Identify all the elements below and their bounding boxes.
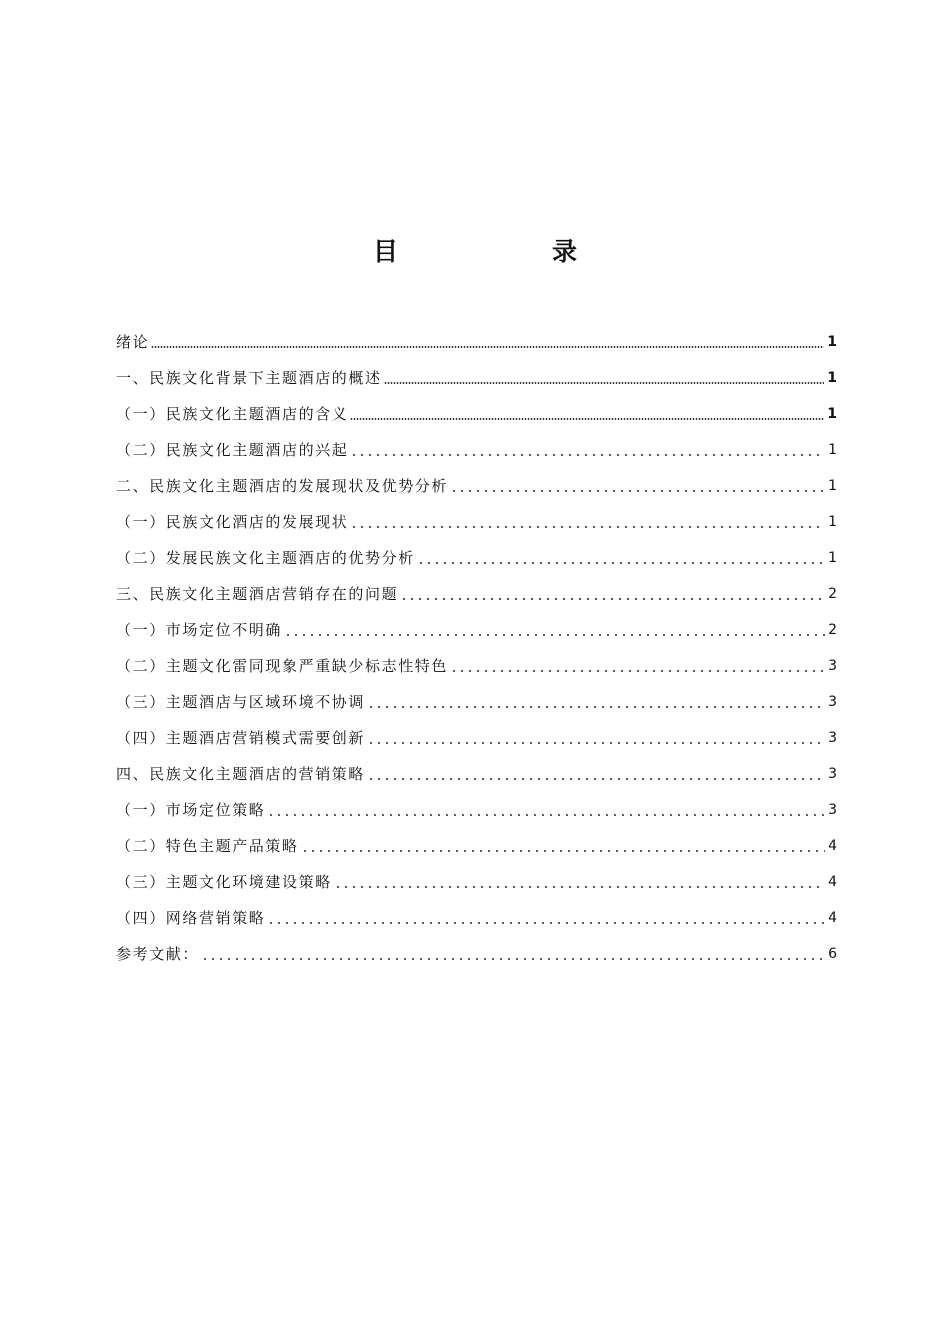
toc-entry-page-number: 1	[827, 370, 837, 386]
dot-leader	[450, 670, 825, 672]
toc-entry-label: （三）主题酒店与区域环境不协调	[116, 693, 366, 711]
dot-leader	[350, 418, 824, 420]
toc-entry-page-number: 1	[827, 334, 837, 350]
toc-entry[interactable]	[116, 934, 837, 970]
toc-entry-page-number: 1	[827, 406, 837, 422]
toc-entry[interactable]	[116, 502, 837, 538]
toc-entry-page-number: 1	[828, 442, 837, 458]
dot-leader	[367, 742, 825, 744]
toc-title-char: 录	[552, 237, 578, 266]
toc-entry[interactable]	[116, 718, 837, 754]
toc-entry-page-number: 4	[828, 910, 837, 926]
dot-leader	[367, 778, 825, 780]
dot-leader	[151, 346, 824, 348]
toc-entry-label: （四）主题酒店营销模式需要创新	[116, 729, 366, 747]
dot-leader	[267, 922, 825, 924]
toc-entry[interactable]	[116, 754, 837, 790]
dot-leader	[417, 562, 825, 564]
toc-entry-label: 一、民族文化背景下主题酒店的概述	[116, 369, 382, 387]
dot-leader	[450, 490, 825, 492]
dot-leader	[267, 814, 825, 816]
toc-title	[0, 232, 950, 272]
toc-entry-label: 参考文献：	[116, 945, 200, 963]
toc-entry-page-number: 1	[828, 514, 837, 530]
toc-entry[interactable]	[116, 322, 837, 358]
toc-entry[interactable]	[116, 574, 837, 610]
toc-entry[interactable]	[116, 790, 837, 826]
toc-entry-page-number: 2	[828, 586, 837, 602]
toc-entry[interactable]	[116, 430, 837, 466]
dot-leader	[334, 886, 825, 888]
toc-entry-page-number: 3	[828, 694, 837, 710]
toc-entry-page-number: 1	[828, 478, 837, 494]
toc-entry-label: （一）市场定位策略	[116, 801, 266, 819]
toc-entry-page-number: 3	[828, 802, 837, 818]
toc-entry-page-number: 3	[828, 766, 837, 782]
toc-entry[interactable]	[116, 826, 837, 862]
toc-entry[interactable]	[116, 898, 837, 934]
toc-entry[interactable]	[116, 394, 837, 430]
toc-entry-label: （二）民族文化主题酒店的兴起	[116, 441, 349, 459]
toc-entry-label: 绪论	[116, 333, 150, 351]
toc-entry-label: （二）发展民族文化主题酒店的优势分析	[116, 549, 415, 567]
toc-entry-label: （一）民族文化酒店的发展现状	[116, 513, 349, 531]
toc-entry-label: （二）特色主题产品策略	[116, 837, 299, 855]
toc-entry-label: 三、民族文化主题酒店营销存在的问题	[116, 585, 399, 603]
dot-leader	[384, 382, 825, 384]
toc-entry-page-number: 4	[828, 838, 837, 854]
dot-leader	[350, 454, 825, 456]
toc-entry-page-number: 3	[828, 658, 837, 674]
toc-entry[interactable]	[116, 358, 837, 394]
toc-entry-label: （二）主题文化雷同现象严重缺少标志性特色	[116, 657, 449, 675]
toc-entry-page-number: 6	[828, 946, 837, 962]
toc-entry[interactable]	[116, 646, 837, 682]
toc-list	[116, 322, 837, 970]
dot-leader	[350, 526, 825, 528]
toc-entry-page-number: 2	[828, 622, 837, 638]
toc-entry[interactable]	[116, 466, 837, 502]
toc-entry-label: （四）网络营销策略	[116, 909, 266, 927]
toc-entry[interactable]	[116, 682, 837, 718]
toc-entry[interactable]	[116, 610, 837, 646]
toc-entry-page-number: 1	[828, 550, 837, 566]
dot-leader	[400, 598, 825, 600]
toc-title-char: 目	[373, 237, 399, 266]
toc-entry-label: 二、民族文化主题酒店的发展现状及优势分析	[116, 477, 449, 495]
toc-entry-label: （一）市场定位不明确	[116, 621, 283, 639]
toc-entry-label: （三）主题文化环境建设策略	[116, 873, 332, 891]
dot-leader	[301, 850, 825, 852]
toc-entry-label: 四、民族文化主题酒店的营销策略	[116, 765, 366, 783]
toc-entry[interactable]	[116, 538, 837, 574]
dot-leader	[201, 958, 825, 960]
toc-entry-page-number: 4	[828, 874, 837, 890]
toc-entry-page-number: 3	[828, 730, 837, 746]
dot-leader	[367, 706, 825, 708]
toc-entry-label: （一）民族文化主题酒店的含义	[116, 405, 349, 423]
toc-entry[interactable]	[116, 862, 837, 898]
dot-leader	[284, 634, 825, 636]
